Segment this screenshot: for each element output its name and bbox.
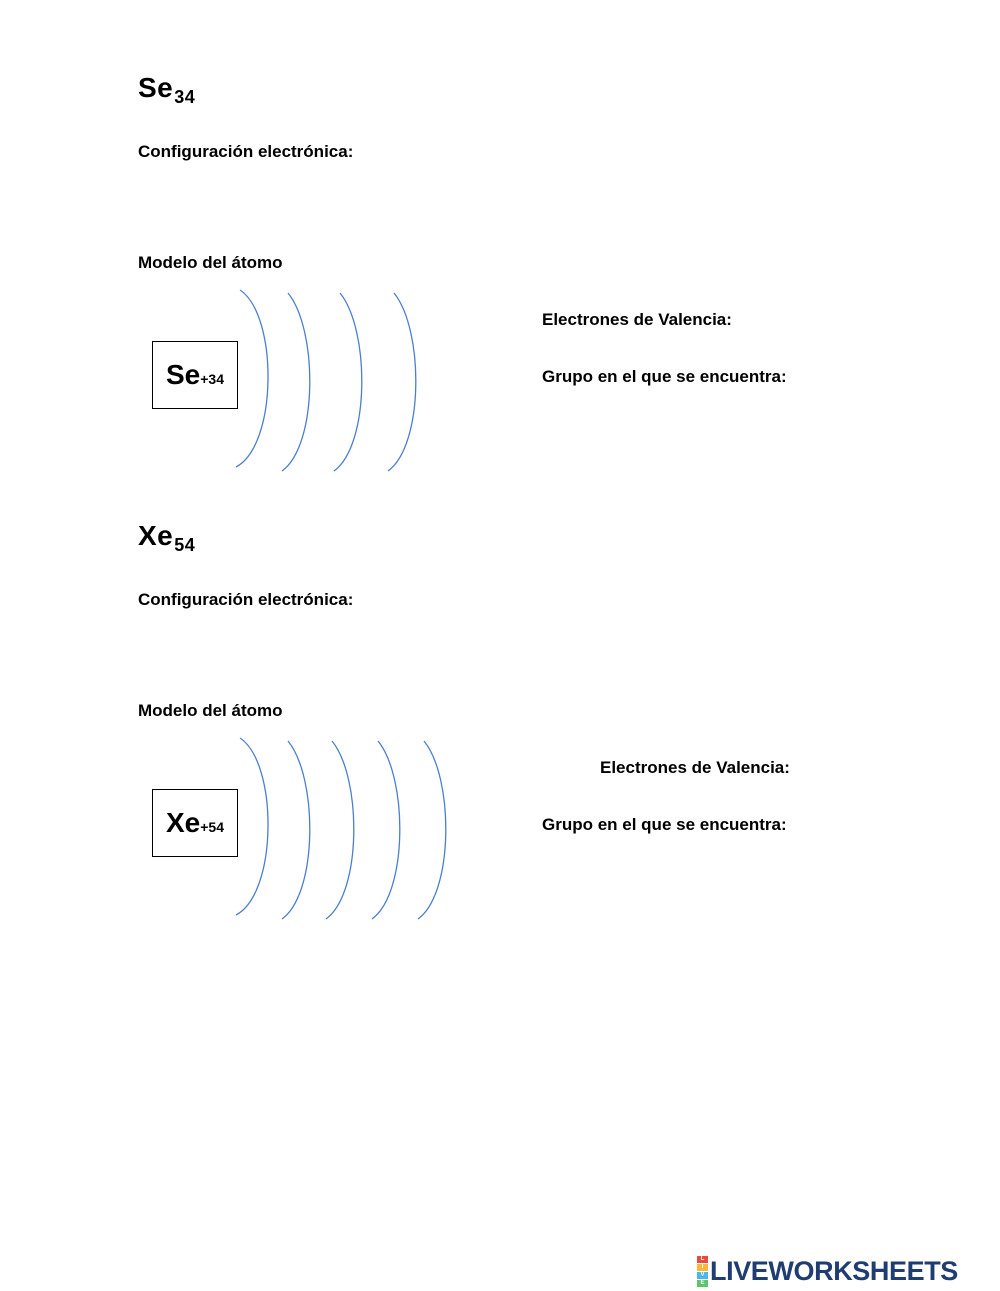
electron-shell bbox=[282, 293, 310, 471]
logo-block: V bbox=[697, 1272, 708, 1279]
electron-shell bbox=[418, 741, 446, 919]
electron-shell bbox=[334, 293, 362, 471]
valence-electrons-label: Electrones de Valencia: bbox=[542, 310, 732, 329]
liveworksheets-logo bbox=[697, 1256, 958, 1287]
logo-block: L bbox=[697, 1256, 708, 1263]
configuration-label: Configuración electrónica: bbox=[138, 590, 354, 609]
nucleus-box bbox=[152, 341, 238, 409]
model-label: Modelo del átomo bbox=[138, 253, 283, 272]
group-label: Grupo en el que se encuentra: bbox=[542, 367, 787, 386]
electron-shell bbox=[388, 293, 416, 471]
logo-block: E bbox=[697, 1280, 708, 1287]
logo-block: I bbox=[697, 1264, 708, 1271]
electron-shell bbox=[282, 741, 310, 919]
electron-shell bbox=[236, 738, 268, 915]
electron-shell bbox=[372, 741, 400, 919]
nucleus-symbol: Se bbox=[166, 359, 201, 390]
nucleus-charge: +34 bbox=[200, 371, 224, 387]
configuration-label: Configuración electrónica: bbox=[138, 142, 354, 161]
valence-electrons-label: Electrones de Valencia: bbox=[600, 758, 790, 777]
element-symbol: Se bbox=[138, 72, 174, 103]
nucleus-box bbox=[152, 789, 238, 857]
nucleus-symbol: Xe bbox=[166, 807, 201, 838]
group-label: Grupo en el que se encuentra: bbox=[542, 815, 787, 834]
element-title bbox=[138, 520, 195, 556]
logo-live-icon bbox=[697, 1256, 708, 1287]
electron-shells bbox=[230, 285, 430, 480]
electron-shell bbox=[326, 741, 354, 919]
electron-shell bbox=[236, 290, 268, 467]
model-label: Modelo del átomo bbox=[138, 701, 283, 720]
atomic-number: 34 bbox=[174, 87, 196, 107]
nucleus-charge: +54 bbox=[200, 819, 224, 835]
element-symbol: Xe bbox=[138, 520, 174, 551]
element-title bbox=[138, 72, 195, 108]
atomic-number: 54 bbox=[174, 535, 196, 555]
electron-shells bbox=[230, 733, 460, 928]
logo-text: LIVEWORKSHEETS bbox=[710, 1256, 958, 1286]
